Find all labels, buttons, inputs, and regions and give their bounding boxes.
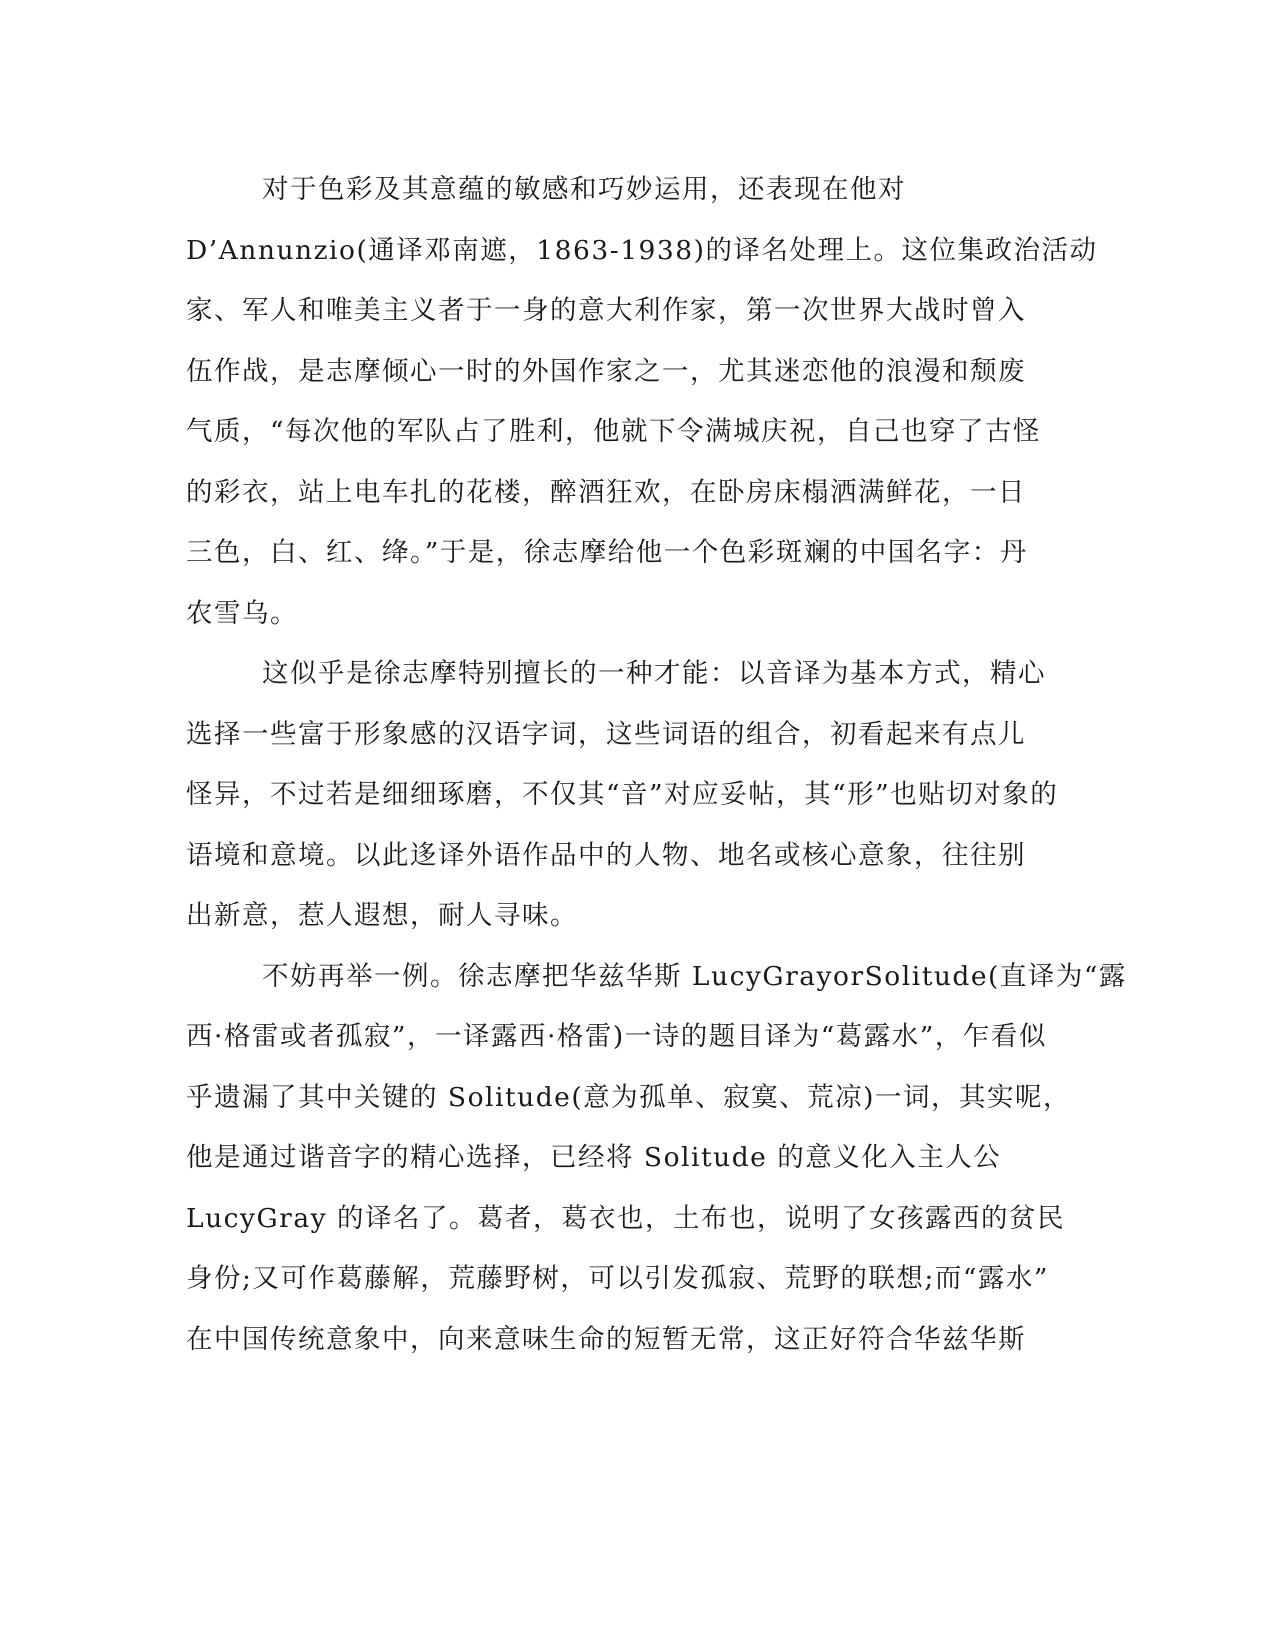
text-line: D’Annunzio(通译邓南遮，1863-1938)的译名处理上。这位集政治活动 (186, 234, 1098, 266)
text-line: 怪异，不过若是细细琢磨，不仅其“音”对应妥帖，其“形”也贴切对象的 (186, 779, 1059, 810)
text-line: 的彩衣，站上电车扎的花楼，醉酒狂欢，在卧房床榻洒满鲜花，一日 (186, 476, 1026, 508)
text-line: 家、军人和唯美主义者于一身的意大利作家，第一次世界大战时曾入 (186, 295, 1026, 326)
text-line: 在中国传统意象中，向来意味生命的短暂无常，这正好符合华兹华斯 (186, 1323, 1026, 1355)
text-line: 伍作战，是志摩倾心一时的外国作家之一，尤其迷恋他的浪漫和颓废 (186, 355, 1026, 387)
text-line: 语境和意境。以此迻译外语作品中的人物、地名或核心意象，往往别 (186, 839, 1026, 871)
text-line: 农雪乌。 (186, 597, 298, 629)
document-body (186, 160, 1127, 1370)
text-line: 不妨再举一例。徐志摩把华兹华斯 LucyGrayorSolitude(直译为“露 (262, 960, 1127, 992)
text-line: 选择一些富于形象感的汉语字词，这些词语的组合，初看起来有点儿 (186, 718, 1026, 750)
text-line: 气质，“每次他的军队占了胜利，他就下令满城庆祝，自己也穿了古怪 (186, 416, 1042, 447)
text-line: 出新意，惹人遐想，耐人寻味。 (186, 900, 578, 931)
text-line: 三色，白、红、绛。”于是，徐志摩给他一个色彩斑斓的中国名字：丹 (186, 537, 1028, 568)
text-line: 西·格雷或者孤寂”，一译露西·格雷)一诗的题目译为“葛露水”，乍看似 (186, 1021, 1047, 1052)
text-line: 他是通过谐音字的精心选择，已经将 Solitude 的意义化入主人公 (186, 1142, 1002, 1173)
text-line: LucyGray 的译名了。葛者，葛衣也，土布也，说明了女孩露西的贫民 (186, 1202, 1066, 1234)
text-line: 身份;又可作葛藤解，荒藤野树，可以引发孤寂、荒野的联想;而“露水” (186, 1263, 1049, 1294)
text-line: 这似乎是徐志摩特别擅长的一种才能：以音译为基本方式，精心 (262, 658, 1046, 689)
paragraph-2 (186, 644, 1086, 947)
paragraph-1 (186, 160, 1098, 644)
text-line: 乎遗漏了其中关键的 Solitude(意为孤单、寂寞、荒凉)一词，其实呢， (186, 1081, 1072, 1113)
text-line: 对于色彩及其意蕴的敏感和巧妙运用，还表现在他对 (262, 174, 906, 205)
paragraph-3 (186, 947, 1127, 1371)
